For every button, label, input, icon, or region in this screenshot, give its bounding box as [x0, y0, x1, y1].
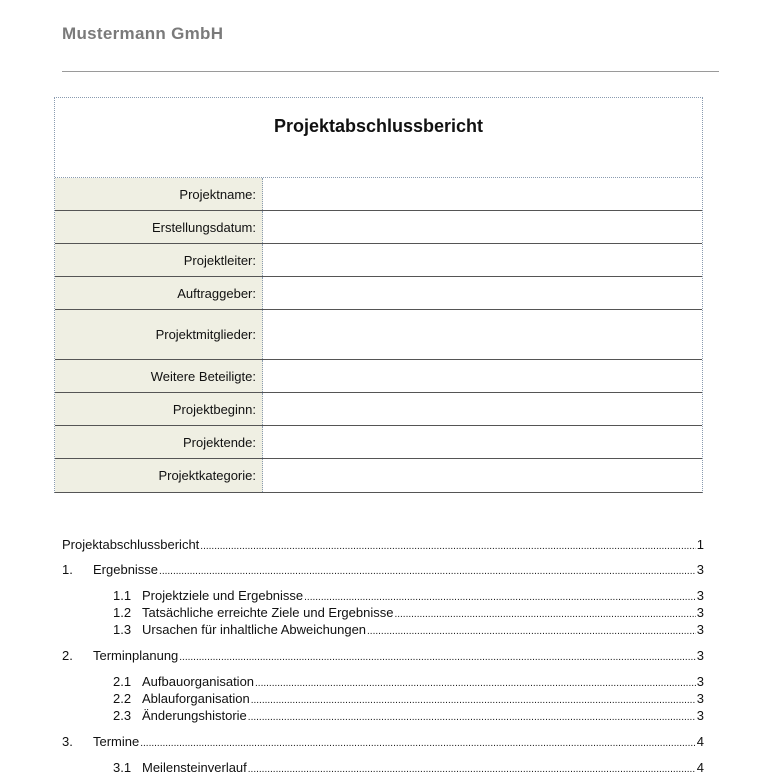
toc-number: 1.1: [113, 588, 132, 603]
toc-page-number: 3: [696, 708, 704, 723]
toc-page-number: 3: [696, 562, 704, 577]
toc-number: 1.3: [113, 622, 132, 637]
info-row: [55, 244, 702, 277]
info-value-field[interactable]: [263, 360, 702, 392]
toc-leader-dots: [248, 759, 696, 778]
toc-title: Ursachen für inhaltliche Abweichungen: [142, 622, 367, 637]
toc-title: Projektabschlussbericht: [62, 537, 200, 552]
info-label: Projektmitglieder:: [55, 310, 263, 359]
toc-title: Projektziele und Ergebnisse: [142, 588, 304, 603]
toc-entry[interactable]: [62, 604, 704, 621]
toc-entry[interactable]: [62, 673, 704, 690]
toc-number: 1.: [62, 562, 73, 577]
info-label: Auftraggeber:: [55, 277, 263, 309]
toc-entry[interactable]: [62, 536, 704, 553]
toc-page-number: 3: [696, 588, 704, 603]
company-name: Mustermann GmbH: [62, 24, 224, 43]
toc-title: Ablauforganisation: [142, 691, 250, 706]
toc-title: Termine: [93, 734, 140, 749]
table-of-contents: [62, 536, 704, 776]
project-info-table: [54, 97, 703, 493]
info-label: Projektende:: [55, 426, 263, 458]
toc-title: Änderungshistorie: [142, 708, 247, 723]
toc-entry[interactable]: [62, 621, 704, 638]
toc-page-number: 1: [696, 537, 704, 552]
toc-title: Aufbauorganisation: [142, 674, 255, 689]
toc-title: Tatsächliche erreichte Ziele und Ergebnisse: [142, 605, 394, 620]
info-value-field[interactable]: [263, 426, 702, 458]
info-value-field[interactable]: [263, 178, 702, 210]
info-row: [55, 393, 702, 426]
info-row: [55, 459, 702, 492]
info-row: [55, 360, 702, 393]
info-label: Projektbeginn:: [55, 393, 263, 425]
document-title: Projektabschlussbericht: [55, 98, 702, 178]
toc-entry[interactable]: [62, 647, 704, 664]
toc-entry[interactable]: [62, 690, 704, 707]
toc-entry[interactable]: [62, 707, 704, 724]
toc-leader-dots: [159, 561, 696, 580]
info-value-field[interactable]: [263, 393, 702, 425]
info-row: [55, 310, 702, 360]
toc-page-number: 3: [696, 605, 704, 620]
toc-page-number: 4: [696, 760, 704, 775]
toc-page-number: 3: [696, 691, 704, 706]
toc-title: Ergebnisse: [93, 562, 159, 577]
toc-number: 2.: [62, 648, 73, 663]
toc-number: 2.1: [113, 674, 132, 689]
info-label: Projektkategorie:: [55, 459, 263, 492]
toc-number: 3.1: [113, 760, 132, 775]
info-label: Erstellungsdatum:: [55, 211, 263, 243]
toc-number: 1.2: [113, 605, 132, 620]
toc-title: Terminplanung: [93, 648, 179, 663]
toc-number: 2.3: [113, 708, 132, 723]
toc-number: 3.: [62, 734, 73, 749]
toc-leader-dots: [179, 647, 695, 666]
toc-page-number: 3: [696, 674, 704, 689]
toc-leader-dots: [367, 621, 696, 640]
info-value-field[interactable]: [263, 459, 702, 492]
toc-page-number: 3: [696, 622, 704, 637]
info-label: Projektleiter:: [55, 244, 263, 276]
toc-entry[interactable]: [62, 733, 704, 750]
toc-entry[interactable]: [62, 561, 704, 578]
toc-entry[interactable]: [62, 587, 704, 604]
header-divider: [62, 71, 719, 72]
info-label: Weitere Beteiligte:: [55, 360, 263, 392]
info-value-field[interactable]: [263, 211, 702, 243]
info-row: [55, 178, 702, 211]
info-value-field[interactable]: [263, 277, 702, 309]
toc-leader-dots: [140, 733, 696, 752]
toc-title: Meilensteinverlauf: [142, 760, 247, 775]
info-value-field[interactable]: [263, 244, 702, 276]
toc-leader-dots: [248, 707, 696, 726]
info-value-field[interactable]: [263, 310, 702, 359]
toc-page-number: 4: [696, 734, 704, 749]
info-row: [55, 211, 702, 244]
info-label: Projektname:: [55, 178, 263, 210]
toc-page-number: 3: [696, 648, 704, 663]
toc-number: 2.2: [113, 691, 132, 706]
info-row: [55, 277, 702, 310]
toc-leader-dots: [200, 536, 695, 555]
info-row: [55, 426, 702, 459]
